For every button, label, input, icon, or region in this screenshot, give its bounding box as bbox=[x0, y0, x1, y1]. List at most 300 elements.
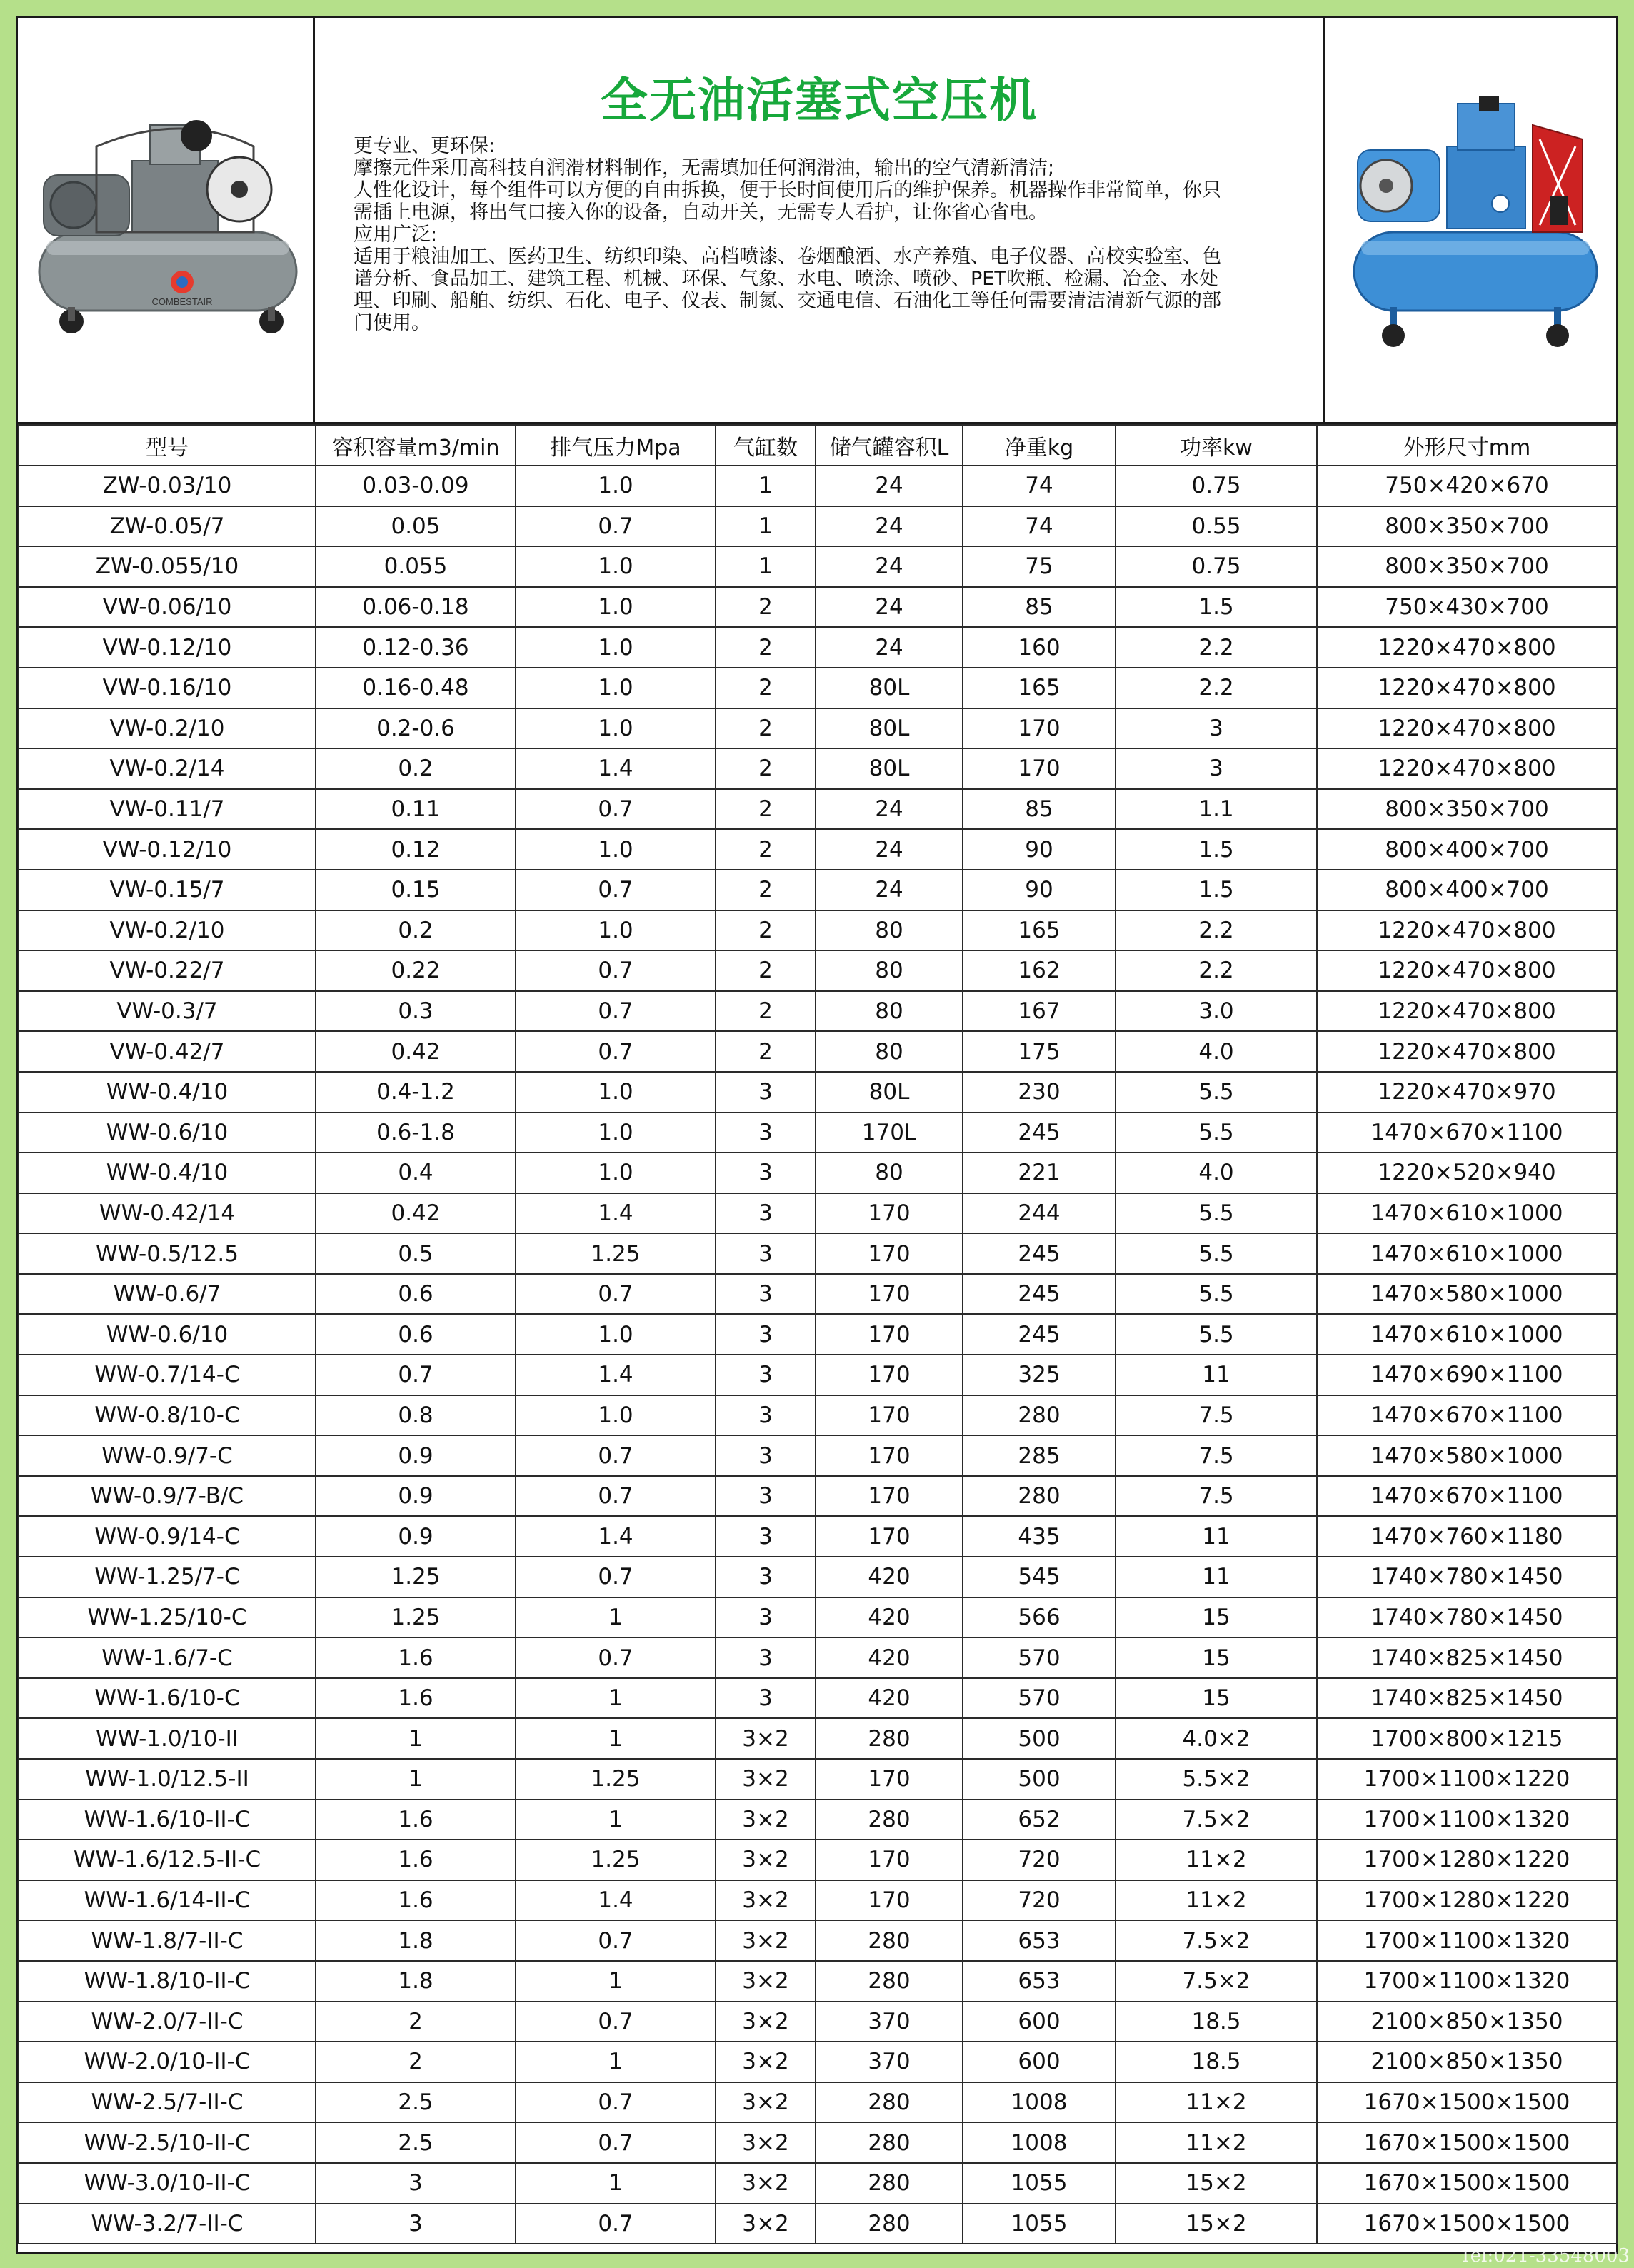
cell-cylinders: 3×2 bbox=[716, 2042, 816, 2082]
table-row bbox=[19, 1193, 1617, 1234]
cell-pressure: 1.4 bbox=[516, 748, 716, 789]
cell-model: WW-0.6/7 bbox=[19, 1274, 316, 1315]
desc-line: 需插上电源，将出气口接入你的设备，自动开关，无需专人看护，让你省心省电。 bbox=[354, 201, 1048, 224]
cell-dimensions: 1220×470×970 bbox=[1317, 1072, 1617, 1113]
cell-model: WW-1.8/10-II-C bbox=[19, 1961, 316, 2002]
cell-power: 2.2 bbox=[1116, 627, 1317, 668]
cell-dimensions: 1220×470×800 bbox=[1317, 668, 1617, 708]
cell-cylinders: 3 bbox=[716, 1395, 816, 1436]
column-header-cylinders: 气缸数 bbox=[716, 425, 816, 466]
table-row bbox=[19, 708, 1617, 749]
cell-capacity: 0.6 bbox=[316, 1274, 516, 1315]
desc-line: 更专业、更环保: bbox=[354, 135, 496, 157]
column-header-dimensions: 外形尺寸mm bbox=[1317, 425, 1617, 466]
table-row bbox=[19, 1031, 1617, 1072]
cell-tank-volume: 280 bbox=[816, 1718, 963, 1759]
page-title: 全无油活塞式空压机 bbox=[601, 73, 1038, 128]
cell-net-weight: 245 bbox=[963, 1233, 1116, 1274]
table-row bbox=[19, 587, 1617, 628]
cell-capacity: 0.2 bbox=[316, 748, 516, 789]
cell-tank-volume: 170 bbox=[816, 1274, 963, 1315]
cell-dimensions: 1670×1500×1500 bbox=[1317, 2122, 1617, 2163]
table-row bbox=[19, 2163, 1617, 2204]
cell-pressure: 0.7 bbox=[516, 789, 716, 830]
cell-model: WW-3.0/10-II-C bbox=[19, 2163, 316, 2204]
cell-tank-volume: 24 bbox=[816, 870, 963, 910]
cell-net-weight: 600 bbox=[963, 2042, 1116, 2082]
table-row bbox=[19, 748, 1617, 789]
cell-capacity: 0.12-0.36 bbox=[316, 627, 516, 668]
cell-capacity: 0.4-1.2 bbox=[316, 1072, 516, 1113]
cell-cylinders: 1 bbox=[716, 546, 816, 587]
cell-dimensions: 800×350×700 bbox=[1317, 546, 1617, 587]
cell-tank-volume: 280 bbox=[816, 1920, 963, 1961]
cell-capacity: 1.6 bbox=[316, 1678, 516, 1719]
cell-net-weight: 570 bbox=[963, 1678, 1116, 1719]
cell-power: 5.5 bbox=[1116, 1193, 1317, 1234]
cell-capacity: 1 bbox=[316, 1718, 516, 1759]
cell-cylinders: 3 bbox=[716, 1435, 816, 1476]
cell-model: WW-2.5/10-II-C bbox=[19, 2122, 316, 2163]
table-row bbox=[19, 1678, 1617, 1719]
cell-model: WW-0.5/12.5 bbox=[19, 1233, 316, 1274]
cell-net-weight: 175 bbox=[963, 1031, 1116, 1072]
cell-tank-volume: 24 bbox=[816, 506, 963, 547]
cell-model: WW-2.5/7-II-C bbox=[19, 2082, 316, 2123]
table-row bbox=[19, 1274, 1617, 1315]
cell-power: 1.1 bbox=[1116, 789, 1317, 830]
cell-tank-volume: 280 bbox=[816, 2204, 963, 2244]
cell-pressure: 1.0 bbox=[516, 708, 716, 749]
cell-tank-volume: 370 bbox=[816, 2042, 963, 2082]
table-row bbox=[19, 2002, 1617, 2042]
air-compressor-gray-image bbox=[18, 18, 313, 422]
cell-power: 2.2 bbox=[1116, 910, 1317, 951]
cell-tank-volume: 280 bbox=[816, 1800, 963, 1840]
cell-model: WW-1.8/7-II-C bbox=[19, 1920, 316, 1961]
cell-dimensions: 1220×520×940 bbox=[1317, 1153, 1617, 1193]
cell-model: WW-1.6/7-C bbox=[19, 1637, 316, 1678]
cell-cylinders: 3 bbox=[716, 1113, 816, 1153]
cell-cylinders: 3×2 bbox=[716, 1920, 816, 1961]
cell-tank-volume: 170 bbox=[816, 1435, 963, 1476]
cell-dimensions: 1470×690×1100 bbox=[1317, 1355, 1617, 1395]
cell-net-weight: 221 bbox=[963, 1153, 1116, 1193]
cell-pressure: 0.7 bbox=[516, 991, 716, 1032]
cell-model: WW-1.25/7-C bbox=[19, 1557, 316, 1597]
table-row bbox=[19, 1920, 1617, 1961]
cell-power: 15×2 bbox=[1116, 2163, 1317, 2204]
cell-cylinders: 3 bbox=[716, 1597, 816, 1638]
cell-net-weight: 500 bbox=[963, 1759, 1116, 1800]
cell-power: 7.5×2 bbox=[1116, 1800, 1317, 1840]
cell-net-weight: 720 bbox=[963, 1880, 1116, 1921]
cell-net-weight: 90 bbox=[963, 829, 1116, 870]
cell-tank-volume: 80 bbox=[816, 1031, 963, 1072]
cell-power: 11×2 bbox=[1116, 2122, 1317, 2163]
cell-net-weight: 162 bbox=[963, 950, 1116, 991]
cell-model: WW-0.42/14 bbox=[19, 1193, 316, 1234]
cell-tank-volume: 170 bbox=[816, 1476, 963, 1517]
cell-capacity: 3 bbox=[316, 2163, 516, 2204]
cell-power: 18.5 bbox=[1116, 2042, 1317, 2082]
cell-net-weight: 245 bbox=[963, 1113, 1116, 1153]
cell-net-weight: 160 bbox=[963, 627, 1116, 668]
cell-cylinders: 3×2 bbox=[716, 1759, 816, 1800]
cell-model: WW-1.25/10-C bbox=[19, 1597, 316, 1638]
cell-tank-volume: 24 bbox=[816, 627, 963, 668]
cell-capacity: 0.22 bbox=[316, 950, 516, 991]
cell-tank-volume: 170 bbox=[816, 1516, 963, 1557]
table-row bbox=[19, 991, 1617, 1032]
cell-power: 11 bbox=[1116, 1355, 1317, 1395]
cell-net-weight: 165 bbox=[963, 910, 1116, 951]
cell-pressure: 0.7 bbox=[516, 1274, 716, 1315]
cell-capacity: 0.6 bbox=[316, 1314, 516, 1355]
cell-dimensions: 1220×470×800 bbox=[1317, 991, 1617, 1032]
cell-net-weight: 74 bbox=[963, 466, 1116, 506]
cell-cylinders: 3 bbox=[716, 1637, 816, 1678]
cell-capacity: 0.9 bbox=[316, 1516, 516, 1557]
cell-capacity: 2 bbox=[316, 2042, 516, 2082]
cell-cylinders: 2 bbox=[716, 829, 816, 870]
cell-dimensions: 1700×1100×1220 bbox=[1317, 1759, 1617, 1800]
cell-capacity: 0.4 bbox=[316, 1153, 516, 1193]
cell-capacity: 1.6 bbox=[316, 1637, 516, 1678]
cell-pressure: 1.25 bbox=[516, 1759, 716, 1800]
cell-model: VW-0.2/14 bbox=[19, 748, 316, 789]
cell-capacity: 1.25 bbox=[316, 1597, 516, 1638]
cell-net-weight: 170 bbox=[963, 748, 1116, 789]
cell-dimensions: 1740×825×1450 bbox=[1317, 1678, 1617, 1719]
cell-dimensions: 1740×780×1450 bbox=[1317, 1557, 1617, 1597]
table-row bbox=[19, 910, 1617, 951]
cell-pressure: 0.7 bbox=[516, 870, 716, 910]
cell-capacity: 0.42 bbox=[316, 1031, 516, 1072]
cell-pressure: 1 bbox=[516, 2163, 716, 2204]
cell-power: 11×2 bbox=[1116, 2082, 1317, 2123]
cell-net-weight: 280 bbox=[963, 1395, 1116, 1436]
table-row bbox=[19, 1637, 1617, 1678]
table-row bbox=[19, 627, 1617, 668]
cell-cylinders: 3×2 bbox=[716, 1961, 816, 2002]
cell-power: 15 bbox=[1116, 1678, 1317, 1719]
brand-text: COMBESTAIR bbox=[151, 296, 213, 307]
column-header-tank-volume: 储气罐容积L bbox=[816, 425, 963, 466]
table-row bbox=[19, 870, 1617, 910]
cell-tank-volume: 420 bbox=[816, 1678, 963, 1719]
cell-cylinders: 3 bbox=[716, 1355, 816, 1395]
cell-power: 0.75 bbox=[1116, 546, 1317, 587]
cell-capacity: 0.9 bbox=[316, 1476, 516, 1517]
table-row bbox=[19, 1153, 1617, 1193]
table-body bbox=[19, 466, 1617, 2244]
cell-capacity: 1 bbox=[316, 1759, 516, 1800]
cell-pressure: 0.7 bbox=[516, 2082, 716, 2123]
cell-cylinders: 3×2 bbox=[716, 1840, 816, 1880]
cell-dimensions: 1470×580×1000 bbox=[1317, 1274, 1617, 1315]
cell-tank-volume: 170 bbox=[816, 1355, 963, 1395]
cell-power: 1.5 bbox=[1116, 870, 1317, 910]
cell-pressure: 1.0 bbox=[516, 1314, 716, 1355]
table-row bbox=[19, 1718, 1617, 1759]
cell-pressure: 1.25 bbox=[516, 1233, 716, 1274]
cell-power: 5.5 bbox=[1116, 1274, 1317, 1315]
cell-net-weight: 245 bbox=[963, 1274, 1116, 1315]
table-row bbox=[19, 506, 1617, 547]
cell-tank-volume: 280 bbox=[816, 2122, 963, 2163]
cell-net-weight: 90 bbox=[963, 870, 1116, 910]
cell-power: 15 bbox=[1116, 1637, 1317, 1678]
cell-model: WW-2.0/10-II-C bbox=[19, 2042, 316, 2082]
table-row bbox=[19, 1113, 1617, 1153]
cell-tank-volume: 170 bbox=[816, 1193, 963, 1234]
table-row bbox=[19, 2042, 1617, 2082]
cell-cylinders: 3 bbox=[716, 1557, 816, 1597]
spec-sheet bbox=[16, 16, 1618, 2254]
table-row bbox=[19, 829, 1617, 870]
cell-model: WW-0.6/10 bbox=[19, 1314, 316, 1355]
cell-capacity: 0.15 bbox=[316, 870, 516, 910]
cell-capacity: 0.11 bbox=[316, 789, 516, 830]
cell-power: 11×2 bbox=[1116, 1880, 1317, 1921]
cell-pressure: 0.7 bbox=[516, 1435, 716, 1476]
cell-dimensions: 1740×825×1450 bbox=[1317, 1637, 1617, 1678]
cell-power: 11 bbox=[1116, 1557, 1317, 1597]
cell-tank-volume: 170 bbox=[816, 1759, 963, 1800]
cell-model: WW-1.0/12.5-II bbox=[19, 1759, 316, 1800]
cell-tank-volume: 170 bbox=[816, 1840, 963, 1880]
column-header-pressure: 排气压力Mpa bbox=[516, 425, 716, 466]
cell-pressure: 0.7 bbox=[516, 1476, 716, 1517]
cell-model: WW-0.9/7-C bbox=[19, 1435, 316, 1476]
cell-net-weight: 500 bbox=[963, 1718, 1116, 1759]
cell-tank-volume: 24 bbox=[816, 829, 963, 870]
table-row bbox=[19, 1355, 1617, 1395]
cell-cylinders: 2 bbox=[716, 950, 816, 991]
cell-power: 18.5 bbox=[1116, 2002, 1317, 2042]
cell-pressure: 0.7 bbox=[516, 1920, 716, 1961]
column-header-model: 型号 bbox=[19, 425, 316, 466]
cell-cylinders: 2 bbox=[716, 870, 816, 910]
cell-pressure: 1.4 bbox=[516, 1516, 716, 1557]
cell-cylinders: 3 bbox=[716, 1476, 816, 1517]
cell-net-weight: 435 bbox=[963, 1516, 1116, 1557]
cell-tank-volume: 170 bbox=[816, 1880, 963, 1921]
cell-capacity: 2.5 bbox=[316, 2082, 516, 2123]
cell-power: 7.5 bbox=[1116, 1435, 1317, 1476]
table-row bbox=[19, 668, 1617, 708]
cell-cylinders: 3 bbox=[716, 1516, 816, 1557]
cell-pressure: 1 bbox=[516, 1678, 716, 1719]
cell-tank-volume: 280 bbox=[816, 1961, 963, 2002]
cell-dimensions: 1740×780×1450 bbox=[1317, 1597, 1617, 1638]
table-row bbox=[19, 1880, 1617, 1921]
cell-model: VW-0.2/10 bbox=[19, 708, 316, 749]
table-row bbox=[19, 2122, 1617, 2163]
cell-dimensions: 1470×670×1100 bbox=[1317, 1113, 1617, 1153]
table-row bbox=[19, 1516, 1617, 1557]
cell-net-weight: 653 bbox=[963, 1920, 1116, 1961]
desc-line: 适用于粮油加工、医药卫生、纺织印染、高档喷漆、卷烟酿酒、水产养殖、电子仪器、高校实验室、色 bbox=[354, 246, 1221, 268]
cell-cylinders: 3×2 bbox=[716, 2082, 816, 2123]
cell-capacity: 0.06-0.18 bbox=[316, 587, 516, 628]
cell-model: WW-1.0/10-II bbox=[19, 1718, 316, 1759]
cell-model: WW-0.4/10 bbox=[19, 1153, 316, 1193]
cell-model: WW-1.6/10-C bbox=[19, 1678, 316, 1719]
cell-model: WW-0.9/14-C bbox=[19, 1516, 316, 1557]
cell-pressure: 0.7 bbox=[516, 2122, 716, 2163]
cell-cylinders: 3×2 bbox=[716, 2204, 816, 2244]
cell-net-weight: 280 bbox=[963, 1476, 1116, 1517]
cell-dimensions: 800×350×700 bbox=[1317, 789, 1617, 830]
cell-model: VW-0.06/10 bbox=[19, 587, 316, 628]
cell-net-weight: 600 bbox=[963, 2002, 1116, 2042]
cell-dimensions: 2100×850×1350 bbox=[1317, 2042, 1617, 2082]
cell-net-weight: 165 bbox=[963, 668, 1116, 708]
cell-cylinders: 3×2 bbox=[716, 1880, 816, 1921]
table-row bbox=[19, 546, 1617, 587]
cell-capacity: 0.2-0.6 bbox=[316, 708, 516, 749]
cell-model: VW-0.15/7 bbox=[19, 870, 316, 910]
cell-pressure: 1.0 bbox=[516, 587, 716, 628]
cell-dimensions: 1700×800×1215 bbox=[1317, 1718, 1617, 1759]
cell-cylinders: 3 bbox=[716, 1153, 816, 1193]
cell-capacity: 0.8 bbox=[316, 1395, 516, 1436]
cell-capacity: 0.9 bbox=[316, 1435, 516, 1476]
cell-pressure: 0.7 bbox=[516, 2002, 716, 2042]
cell-dimensions: 800×400×700 bbox=[1317, 829, 1617, 870]
cell-capacity: 0.7 bbox=[316, 1355, 516, 1395]
cell-power: 2.2 bbox=[1116, 668, 1317, 708]
air-compressor-blue-image bbox=[1325, 18, 1616, 422]
cell-cylinders: 2 bbox=[716, 991, 816, 1032]
cell-net-weight: 230 bbox=[963, 1072, 1116, 1113]
cell-dimensions: 1220×470×800 bbox=[1317, 1031, 1617, 1072]
cell-power: 3.0 bbox=[1116, 991, 1317, 1032]
desc-line: 门使用。 bbox=[354, 312, 431, 334]
table-row bbox=[19, 1557, 1617, 1597]
cell-model: WW-0.4/10 bbox=[19, 1072, 316, 1113]
cell-pressure: 1.25 bbox=[516, 1840, 716, 1880]
cell-power: 5.5 bbox=[1116, 1072, 1317, 1113]
cell-pressure: 1.4 bbox=[516, 1880, 716, 1921]
cell-power: 5.5 bbox=[1116, 1233, 1317, 1274]
cell-net-weight: 244 bbox=[963, 1193, 1116, 1234]
desc-line: 理、印刷、船舶、纺织、石化、电子、仪表、制氮、交通电信、石油化工等任何需要清洁清新气源的部 bbox=[354, 290, 1221, 312]
cell-cylinders: 2 bbox=[716, 910, 816, 951]
cell-dimensions: 1700×1100×1320 bbox=[1317, 1920, 1617, 1961]
cell-model: WW-1.6/10-II-C bbox=[19, 1800, 316, 1840]
cell-cylinders: 2 bbox=[716, 708, 816, 749]
cell-net-weight: 74 bbox=[963, 506, 1116, 547]
cell-dimensions: 1470×610×1000 bbox=[1317, 1314, 1617, 1355]
table-header-row bbox=[19, 425, 1617, 466]
cell-model: WW-1.6/12.5-II-C bbox=[19, 1840, 316, 1880]
column-header-capacity: 容积容量m3/min bbox=[316, 425, 516, 466]
cell-power: 2.2 bbox=[1116, 950, 1317, 991]
cell-model: VW-0.42/7 bbox=[19, 1031, 316, 1072]
description-block bbox=[354, 135, 1296, 334]
cell-capacity: 1.25 bbox=[316, 1557, 516, 1597]
cell-capacity: 1.8 bbox=[316, 1961, 516, 2002]
cell-net-weight: 85 bbox=[963, 789, 1116, 830]
cell-capacity: 0.3 bbox=[316, 991, 516, 1032]
cell-net-weight: 1008 bbox=[963, 2122, 1116, 2163]
cell-net-weight: 85 bbox=[963, 587, 1116, 628]
cell-cylinders: 2 bbox=[716, 627, 816, 668]
cell-net-weight: 285 bbox=[963, 1435, 1116, 1476]
cell-power: 4.0×2 bbox=[1116, 1718, 1317, 1759]
cell-power: 3 bbox=[1116, 708, 1317, 749]
cell-cylinders: 2 bbox=[716, 748, 816, 789]
cell-tank-volume: 420 bbox=[816, 1557, 963, 1597]
cell-pressure: 1.0 bbox=[516, 466, 716, 506]
cell-power: 3 bbox=[1116, 748, 1317, 789]
table-row bbox=[19, 789, 1617, 830]
cell-dimensions: 800×400×700 bbox=[1317, 870, 1617, 910]
cell-tank-volume: 80L bbox=[816, 708, 963, 749]
cell-tank-volume: 420 bbox=[816, 1637, 963, 1678]
cell-dimensions: 1700×1280×1220 bbox=[1317, 1880, 1617, 1921]
cell-dimensions: 1470×610×1000 bbox=[1317, 1233, 1617, 1274]
cell-power: 11×2 bbox=[1116, 1840, 1317, 1880]
cell-cylinders: 3 bbox=[716, 1193, 816, 1234]
table-row bbox=[19, 2082, 1617, 2123]
cell-net-weight: 167 bbox=[963, 991, 1116, 1032]
cell-pressure: 1.0 bbox=[516, 546, 716, 587]
cell-dimensions: 750×420×670 bbox=[1317, 466, 1617, 506]
cell-pressure: 1.0 bbox=[516, 627, 716, 668]
cell-pressure: 0.7 bbox=[516, 1557, 716, 1597]
cell-power: 15 bbox=[1116, 1597, 1317, 1638]
cell-tank-volume: 80L bbox=[816, 668, 963, 708]
phone-watermark: Tel:021-33548003 bbox=[1459, 2245, 1630, 2267]
cell-capacity: 3 bbox=[316, 2204, 516, 2244]
cell-capacity: 0.05 bbox=[316, 506, 516, 547]
cell-tank-volume: 420 bbox=[816, 1597, 963, 1638]
cell-capacity: 0.055 bbox=[316, 546, 516, 587]
cell-cylinders: 2 bbox=[716, 668, 816, 708]
cell-model: WW-2.0/7-II-C bbox=[19, 2002, 316, 2042]
cell-net-weight: 245 bbox=[963, 1314, 1116, 1355]
cell-cylinders: 3 bbox=[716, 1678, 816, 1719]
cell-pressure: 0.7 bbox=[516, 2204, 716, 2244]
table-row bbox=[19, 2204, 1617, 2244]
cell-power: 7.5 bbox=[1116, 1395, 1317, 1436]
cell-pressure: 1.4 bbox=[516, 1355, 716, 1395]
cell-cylinders: 2 bbox=[716, 789, 816, 830]
cell-tank-volume: 80 bbox=[816, 950, 963, 991]
cell-model: WW-0.7/14-C bbox=[19, 1355, 316, 1395]
cell-net-weight: 720 bbox=[963, 1840, 1116, 1880]
cell-pressure: 1 bbox=[516, 1961, 716, 2002]
cell-model: WW-0.9/7-B/C bbox=[19, 1476, 316, 1517]
cell-cylinders: 3 bbox=[716, 1314, 816, 1355]
cell-pressure: 0.7 bbox=[516, 950, 716, 991]
cell-tank-volume: 170 bbox=[816, 1233, 963, 1274]
table-row bbox=[19, 1759, 1617, 1800]
cell-capacity: 1.8 bbox=[316, 1920, 516, 1961]
cell-dimensions: 1470×670×1100 bbox=[1317, 1395, 1617, 1436]
cell-tank-volume: 24 bbox=[816, 587, 963, 628]
cell-capacity: 2.5 bbox=[316, 2122, 516, 2163]
cell-cylinders: 2 bbox=[716, 1031, 816, 1072]
table-row bbox=[19, 466, 1617, 506]
cell-power: 7.5×2 bbox=[1116, 1961, 1317, 2002]
cell-capacity: 0.03-0.09 bbox=[316, 466, 516, 506]
cell-dimensions: 2100×850×1350 bbox=[1317, 2002, 1617, 2042]
